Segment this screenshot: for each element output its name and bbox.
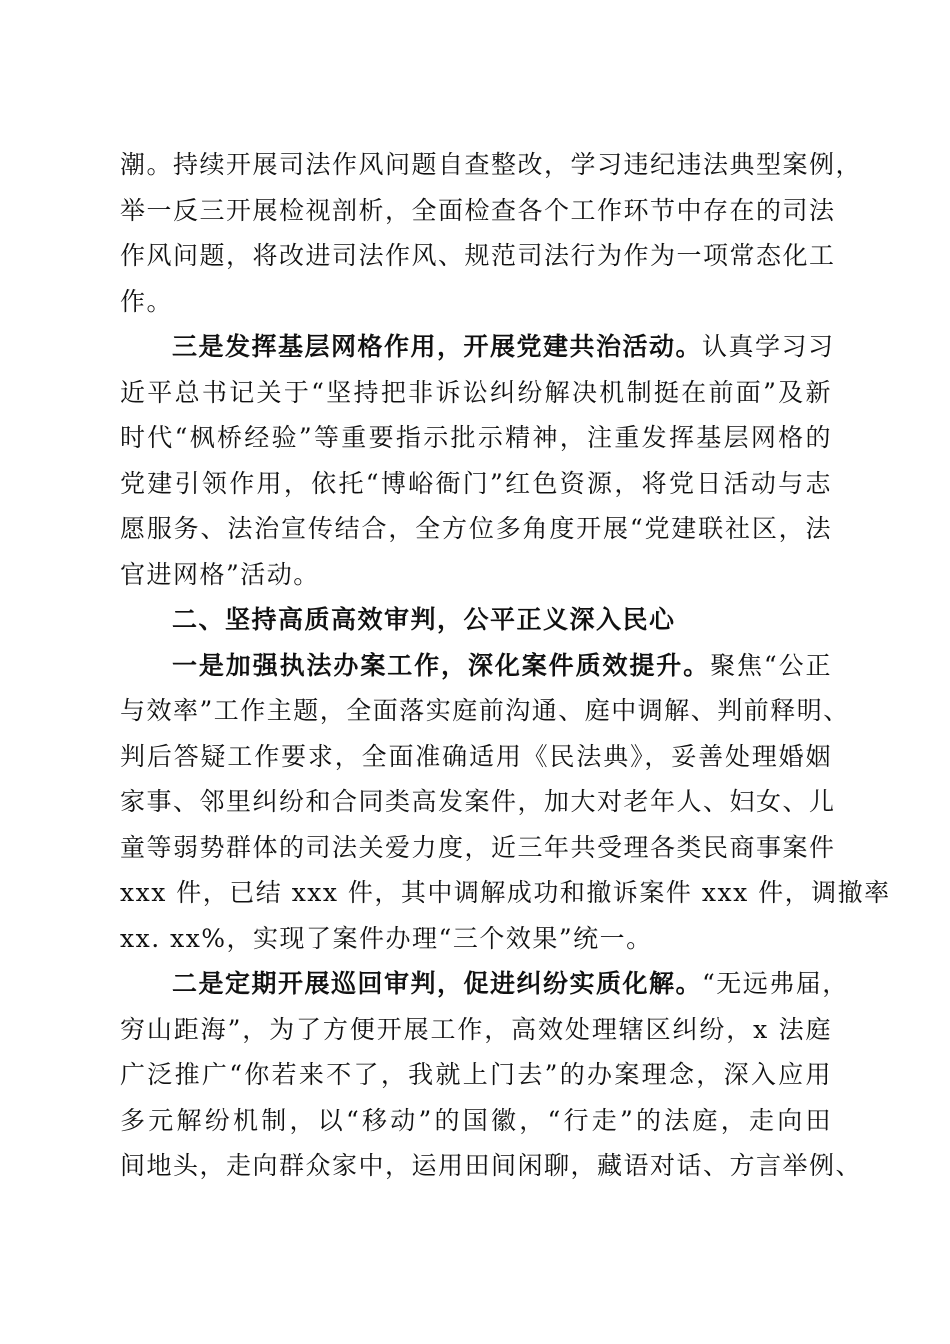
text-line: xxx 件，已结 xxx 件，其中调解成功和撤诉案件 xxx 件，调撤率 bbox=[120, 878, 891, 907]
paragraph-lead-line bbox=[120, 324, 835, 370]
paragraph-lead-line bbox=[120, 643, 832, 689]
text-line: 间地头，走向群众家中，运用田间闲聊，藏语对话、方言举例、 bbox=[120, 1151, 863, 1180]
paragraph-lead-line bbox=[120, 961, 849, 1007]
text-line: 潮。持续开展司法作风问题自查整改，学习违纪违法典型案例， bbox=[120, 150, 863, 179]
paragraph-continuation bbox=[120, 142, 863, 324]
paragraph-lead-bold: 三是发挥基层网格作用，开展党建共治活动。 bbox=[172, 332, 703, 361]
text-line: 时代“枫桥经验”等重要指示批示精神，注重发挥基层网格的 bbox=[120, 423, 832, 452]
text-line: 党建引领作用，依托“博峪衙门”红色资源，将党日活动与志 bbox=[120, 468, 832, 498]
text-line: 家事、邻里纠纷和合同类高发案件，加大对老年人、妇女、儿 bbox=[120, 787, 836, 816]
paragraph-case-handling bbox=[120, 643, 891, 962]
text-line: xx. xx%，实现了案件办理“三个效果”统一。 bbox=[120, 923, 653, 953]
text-line: 与效率”工作主题，全面落实庭前沟通、庭中调解、判前释明、 bbox=[120, 696, 850, 725]
text-line: 愿服务、法治宣传结合，全方位多角度开展“党建联社区，法 bbox=[120, 514, 832, 543]
section-heading bbox=[120, 597, 832, 643]
paragraph-lead-bold: 二是定期开展巡回审判，促进纠纷实质化解。 bbox=[172, 969, 703, 998]
text-line: 近平总书记关于“坚持把非诉讼纠纷解决机制挺在前面”及新 bbox=[120, 377, 832, 407]
text-line: 作风问题，将改进司法作风、规范司法行为作为一项常态化工 bbox=[120, 241, 836, 270]
paragraph-circuit-trial bbox=[120, 961, 863, 1189]
section-heading-text: 二、坚持高质高效审判，公平正义深入民心 bbox=[172, 605, 676, 634]
text-line: 多元解纷机制，以“移动”的国徽，“行走”的法庭，走向田 bbox=[120, 1105, 832, 1135]
text-line: 童等弱势群体的司法关爱力度，近三年共受理各类民商事案件 bbox=[120, 832, 836, 862]
paragraph-lead-rest: 聚焦“公正 bbox=[710, 650, 832, 680]
text-line: 广泛推广“你若来不了，我就上门去”的办案理念，深入应用 bbox=[120, 1060, 832, 1089]
text-line: 穷山距海”，为了方便开展工作，高效处理辖区纠纷，x 法庭 bbox=[120, 1014, 832, 1044]
text-line: 作。 bbox=[120, 286, 174, 316]
text-line: 判后答疑工作要求，全面准确适用《民法典》，妥善处理婚姻 bbox=[120, 741, 832, 771]
text-line: 举一反三开展检视剖析，全面检查各个工作环节中存在的司法 bbox=[120, 195, 836, 225]
paragraph-lead-bold: 一是加强执法办案工作，深化案件质效提升。 bbox=[172, 650, 711, 680]
paragraph-party-building bbox=[120, 324, 835, 597]
text-line: 官进网格”活动。 bbox=[120, 559, 320, 589]
paragraph-lead-rest: 认真学习习 bbox=[702, 332, 835, 361]
document-body bbox=[120, 142, 891, 1189]
paragraph-lead-rest: “无远弗届， bbox=[702, 969, 849, 998]
